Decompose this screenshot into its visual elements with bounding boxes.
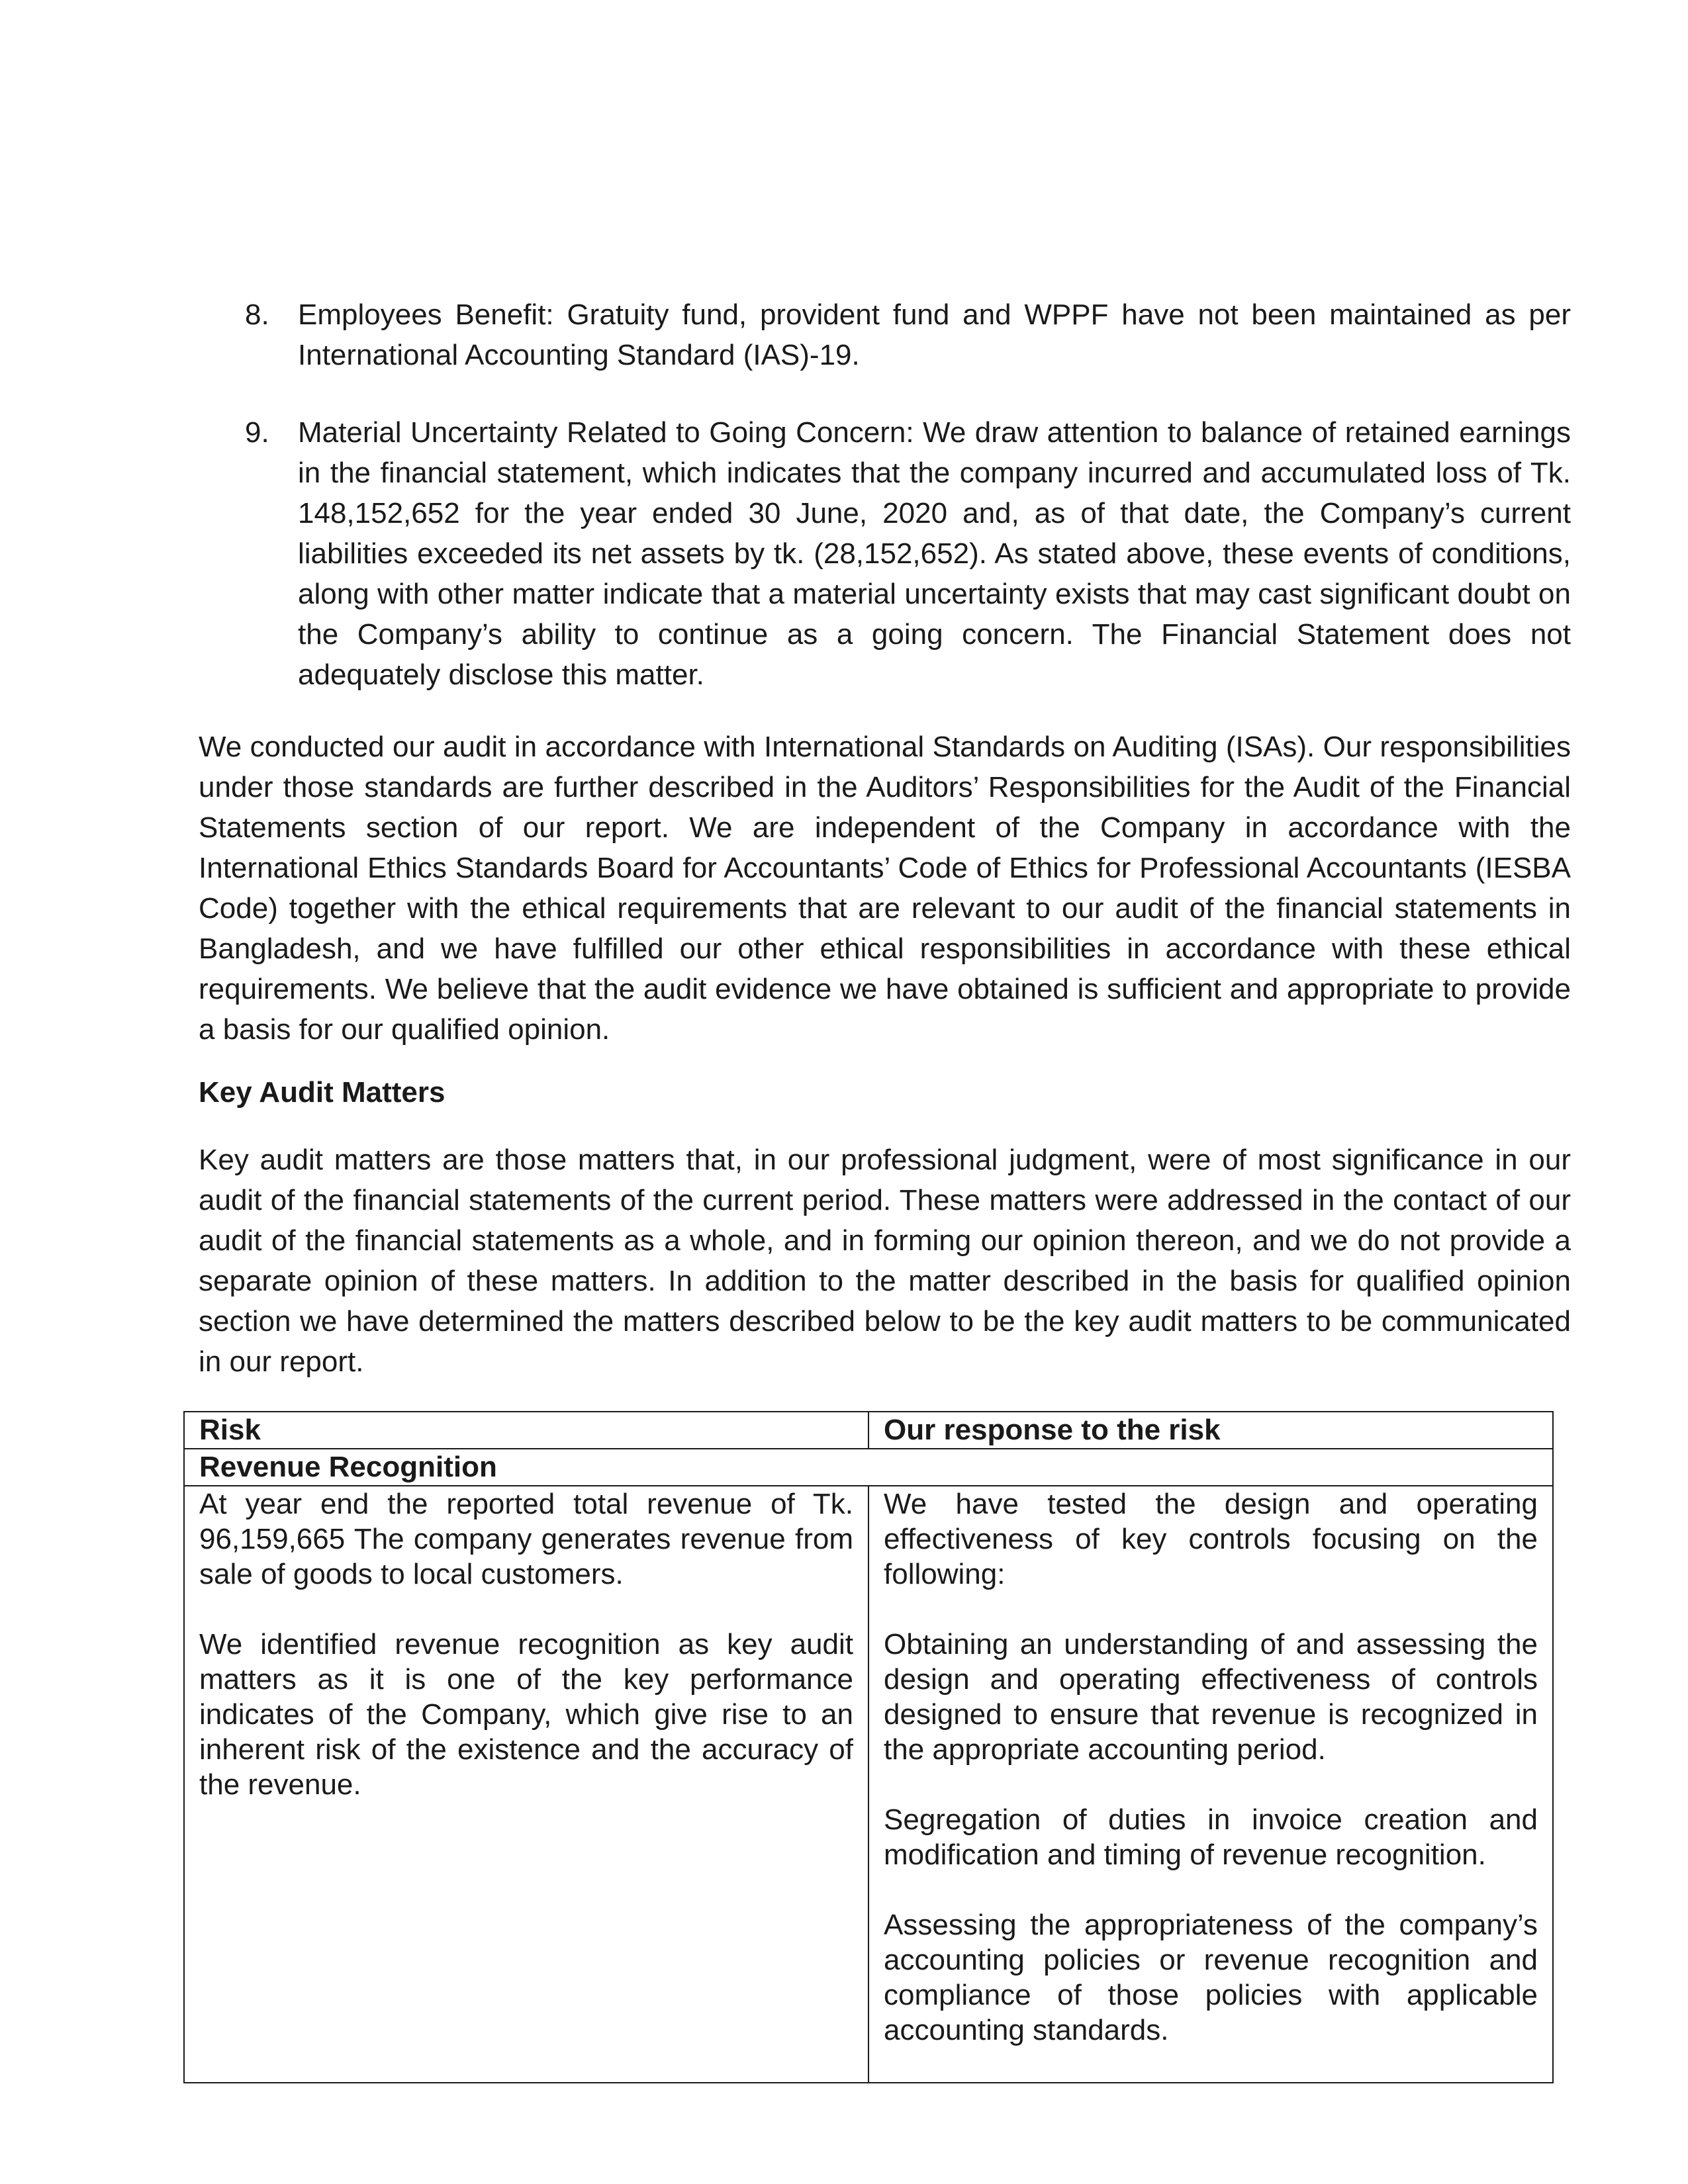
list-item-number: 9. — [245, 416, 269, 449]
key-audit-matters-paragraph: Key audit matters are those matters that, in our professional judgment, were of most significance in our audit of the financial statements of the current period. These matters were addressed in the contact of our audit of the financial statements as a whole, and in forming our opinion thereon, and we do not provide a separate opinion of these matters. In addition to the matter described in the basis for qualified opinion section we have determined the matters described below to be the key audit matters to be communicated in our report. — [199, 1144, 1571, 1378]
qualification-list — [245, 295, 1571, 695]
list-item-text: Material Uncertainty Related to Going Concern: We draw attention to balance of retained earnings in the financial statement, which indicates that the company incurred and accumulated loss of Tk. 148,152,652 for the year ended 30 June, 2020 and, as of that date, the Company’s current liabilities exceeded its net assets by tk. (28,152,652). As stated above, these events of conditions, along with other matter indicate that a material uncertainty exists that may cast significant doubt on the Company’s ability to continue as a going concern. The Financial Statement does not adequately disclose this matter. — [298, 416, 1571, 691]
response-cell — [868, 1486, 1553, 2083]
risk-cell — [184, 1486, 868, 2083]
basis-paragraph: We conducted our audit in accordance with International Standards on Auditing (ISAs). Our responsibilities under those standards are further described in the Auditors’ Responsibilities for the Audit of the Financial Statements section of our report. We are independent of the Company in accordance with the International Ethics Standards Board for Accountants’ Code of Ethics for Professional Accountants (IESBA Code) together with the ethical requirements that are relevant to our audit of the financial statements in Bangladesh, and we have fulfilled our other ethical responsibilities in accordance with these ethical requirements. We believe that the audit evidence we have obtained is sufficient and appropriate to provide a basis for our qualified opinion. — [199, 731, 1571, 1046]
table-row — [184, 1486, 1553, 2083]
risk-paragraph: We identified revenue recognition as key audit matters as it is one of the key performance indicates of the Company, which give rise to an inherent risk of the existence and the accuracy of the revenue. — [199, 1628, 853, 1801]
revenue-recognition-subheading: Revenue Recognition — [184, 1449, 1553, 1486]
key-audit-matters-table — [183, 1411, 1554, 2083]
response-paragraph: Obtaining an understanding of and assessing the design and operating effectiveness of controls designed to ensure that revenue is recognized in the appropriate accounting period. — [884, 1628, 1538, 1766]
response-column-header: Our response to the risk — [868, 1412, 1553, 1449]
table-header-row — [184, 1412, 1553, 1449]
risk-paragraph: At year end the reported total revenue of Tk. 96,159,665 The company generates revenue from sale of goods to local customers. — [199, 1488, 853, 1590]
response-paragraph: We have tested the design and operating effectiveness of key controls focusing on the following: — [884, 1488, 1538, 1590]
response-paragraph: Segregation of duties in invoice creation and modification and timing of revenue recognition. — [884, 1803, 1538, 1871]
list-item-number: 8. — [245, 298, 269, 331]
list-item — [245, 295, 1571, 375]
key-audit-matters-heading: Key Audit Matters — [199, 1076, 445, 1109]
response-paragraph: Assessing the appropriateness of the company’s accounting policies or revenue recognition and compliance of those policies with applicable accounting standards. — [884, 1909, 1538, 2046]
list-item-text: Employees Benefit: Gratuity fund, provident fund and WPPF have not been maintained as per International Accounting Standard (IAS)-19. — [298, 298, 1571, 371]
table-section-row — [184, 1449, 1553, 1486]
risk-column-header: Risk — [184, 1412, 868, 1449]
list-item — [245, 412, 1571, 695]
